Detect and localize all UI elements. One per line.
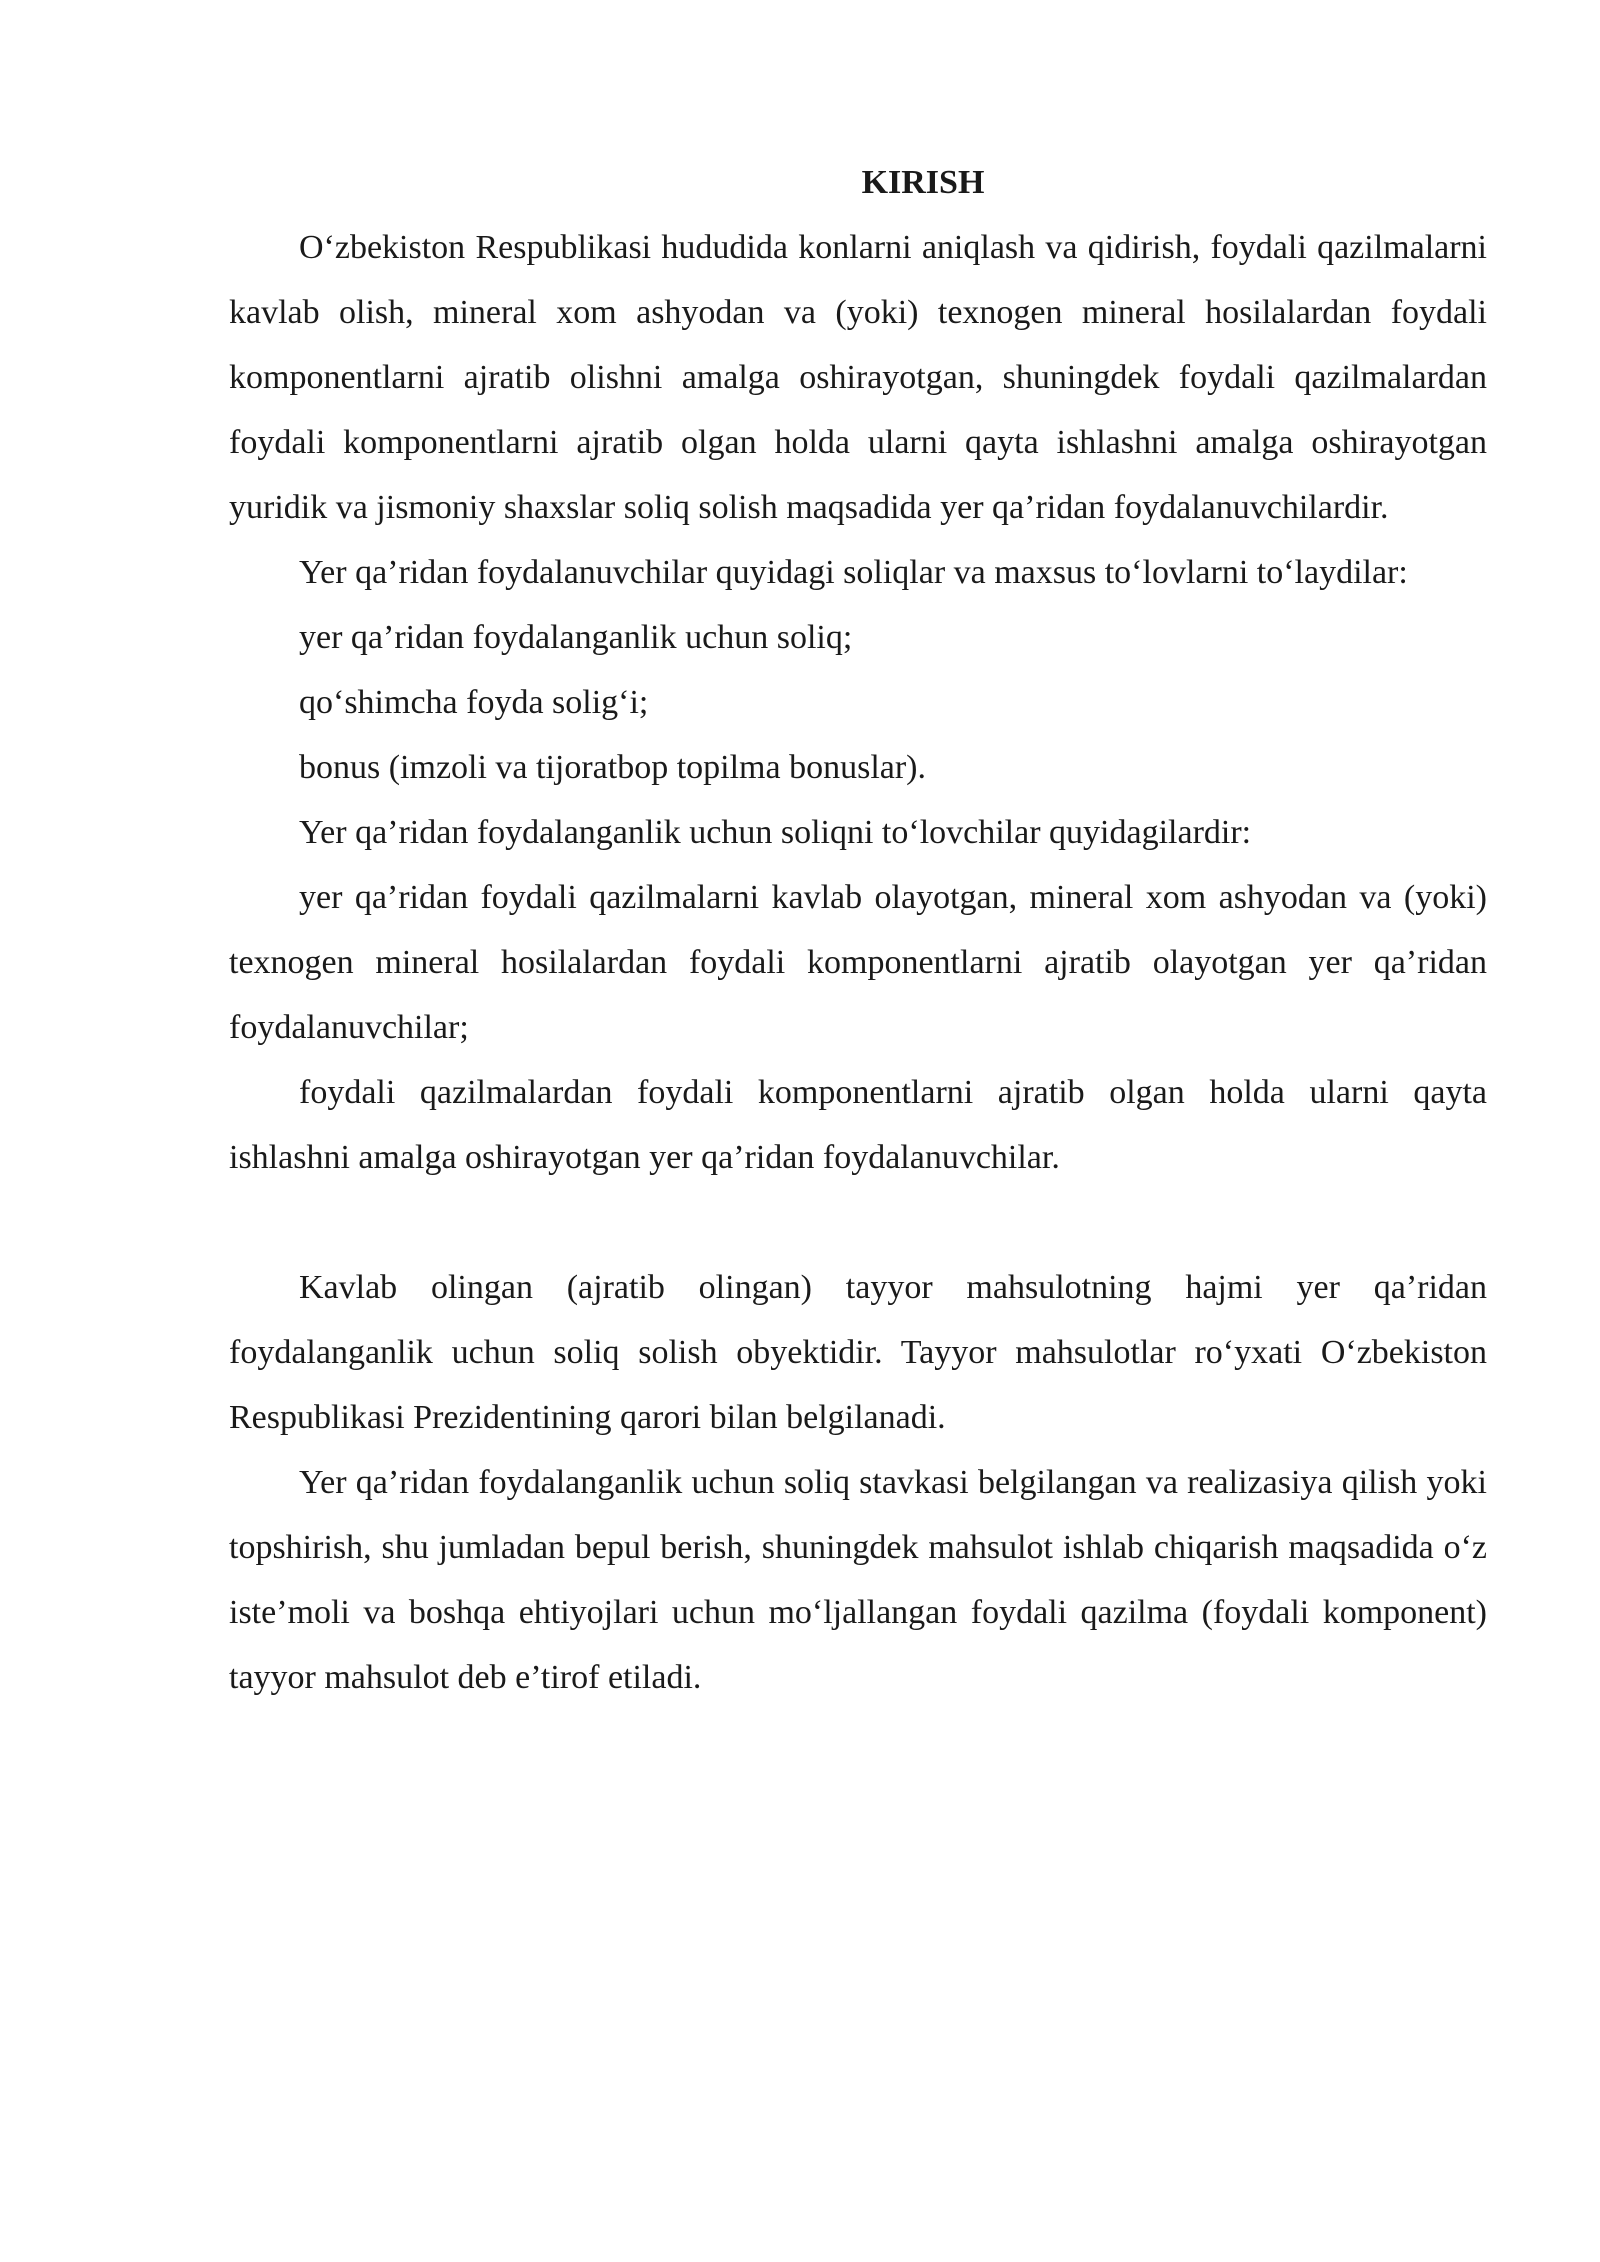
paragraph-taxation-object: Kavlab olingan (ajratib olingan) tayyor mahsulotning hajmi yer qa’ridan foydalanganlik uchun soliq solish obyektidir. Tayyor mahsulotlar ro‘yxati O‘zbekiston Respublikasi Prezidentining qarori bilan belgilanadi. — [229, 1269, 1487, 1436]
paragraph-taxpayers-intro: Yer qa’ridan foydalanganlik uchun soliqni to‘lovchilar quyidagilardir: — [299, 814, 1252, 851]
document-body — [229, 150, 1487, 1710]
list-item-subsoil-tax: yer qa’ridan foydalanganlik uchun soliq; — [299, 619, 853, 656]
list-item-bonus: bonus (imzoli va tijoratbop topilma bonuslar). — [299, 749, 927, 786]
paragraph-subsoil-users-definition: O‘zbekiston Respublikasi hududida konlarni aniqlash va qidirish, foydali qazilmalarni kavlab olish, mineral xom ashyodan va (yoki) texnogen mineral hosilalardan foydali komponentlarni ajratib olishni amalga oshirayotgan, shuningdek foydali qazilmalardan foydali komponentlarni ajratib olgan holda ularni qayta ishlashni amalga oshirayotgan yuridik va jismoniy shaxslar soliq solish maqsadida yer qa’ridan foydalanuvchilardir. — [229, 229, 1487, 526]
list-item-additional-profit-tax: qo‘shimcha foyda solig‘i; — [299, 684, 649, 721]
list-item-taxpayer-extraction: yer qa’ridan foydali qazilmalarni kavlab olayotgan, mineral xom ashyodan va (yoki) texnogen mineral hosilalardan foydali komponentlarni ajratib olayotgan yer qa’ridan foydalanuvchilar; — [229, 879, 1487, 1046]
paragraph-taxes-intro: Yer qa’ridan foydalanuvchilar quyidagi soliqlar va maxsus to‘lovlarni to‘laydilar: — [299, 554, 1408, 591]
page-title: KIRISH — [861, 164, 985, 201]
list-item-taxpayer-processing: foydali qazilmalardan foydali komponentlarni ajratib olgan holda ularni qayta ishlashni amalga oshirayotgan yer qa’ridan foydalanuvchilar. — [229, 1074, 1487, 1176]
paragraph-finished-product: Yer qa’ridan foydalanganlik uchun soliq stavkasi belgilangan va realizasiya qilish yoki topshirish, shu jumladan bepul berish, shuningdek mahsulot ishlab chiqarish maqsadida o‘z iste’moli va boshqa ehtiyojlari uchun mo‘ljallangan foydali qazilma (foydali komponent) tayyor mahsulot deb e’tirof etiladi. — [229, 1464, 1487, 1696]
paragraph-gap — [229, 1190, 1487, 1255]
